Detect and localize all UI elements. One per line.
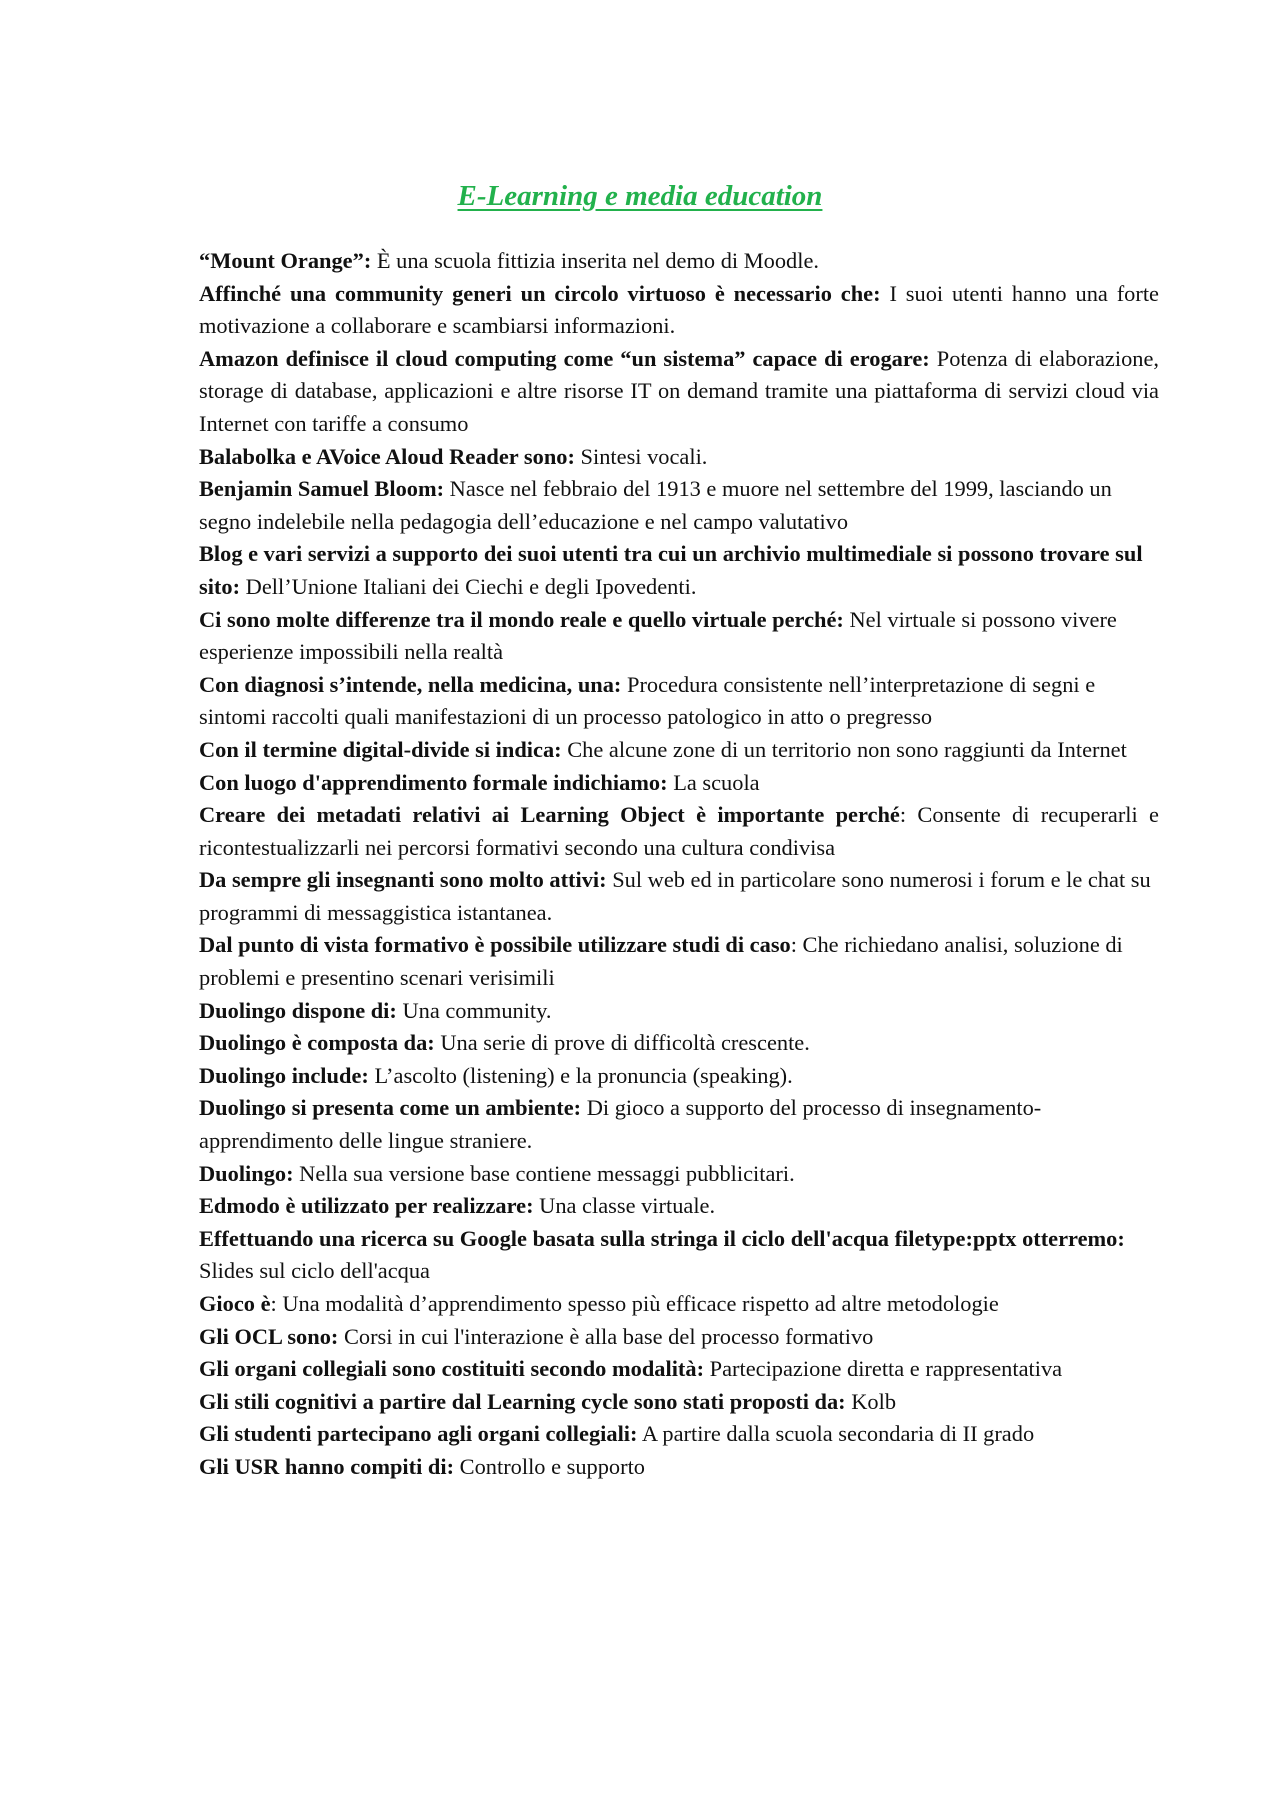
question-text: Creare dei metadati relativi ai Learning Object è importante perché	[199, 802, 900, 828]
qa-entry	[199, 245, 1159, 278]
document-title: E-Learning e media education	[457, 180, 823, 212]
qa-entry	[199, 538, 1159, 603]
document-body	[199, 245, 1159, 1484]
qa-entry	[199, 1158, 1159, 1191]
answer-text: Sintesi vocali.	[574, 443, 708, 469]
qa-entry	[199, 1092, 1159, 1157]
question-text: Gli OCL sono:	[199, 1323, 339, 1349]
qa-entry	[199, 1223, 1159, 1288]
answer-text: Nella sua versione base contiene messaggi pubblicitari.	[293, 1160, 795, 1186]
answer-text: Kolb	[845, 1388, 897, 1414]
qa-entry	[199, 734, 1159, 767]
answer-text: : Che richiedano analisi, soluzione di problemi e presentino scenari verisimili	[199, 932, 1123, 991]
answer-text: Una classe virtuale.	[533, 1193, 716, 1219]
answer-text: Slides sul ciclo dell'acqua	[199, 1258, 430, 1284]
qa-entry	[199, 1418, 1159, 1451]
answer-text: Sul web ed in particolare sono numerosi i forum e le chat su programmi di messaggistica istantanea.	[199, 867, 1151, 925]
question-text: Benjamin Samuel Bloom:	[199, 476, 445, 502]
question-text: Duolingo dispone di:	[199, 997, 397, 1023]
question-text: Con il termine digital-divide si indica:	[199, 736, 562, 762]
qa-entry	[199, 1451, 1159, 1484]
answer-text: Una community.	[396, 997, 552, 1023]
qa-entry	[199, 995, 1159, 1028]
answer-text: Di gioco a supporto del processo di insegnamento-apprendimento delle lingue straniere.	[199, 1095, 1042, 1154]
question-text: Effettuando una ricerca su Google basata sulla stringa il ciclo dell'acqua filetype:pptx otterremo:	[199, 1225, 1125, 1251]
answer-text: Nasce nel febbraio del 1913 e muore nel settembre del 1999, lasciando un segno indelebile nella pedagogia dell’educazione e nel campo valutativo	[199, 476, 1112, 534]
qa-entry	[199, 929, 1159, 994]
question-text: Duolingo è composta da:	[199, 1030, 435, 1056]
qa-entry	[199, 669, 1159, 734]
answer-text: Nel virtuale si possono vivere esperienze impossibili nella realtà	[199, 606, 1117, 665]
qa-entry	[199, 441, 1159, 474]
answer-text: Potenza di elaborazione, storage di database, applicazioni e altre risorse IT on demand tramite una piattaforma di servizi cloud via Internet con tariffe a consumo	[199, 345, 1159, 436]
qa-entry	[199, 343, 1159, 441]
qa-entry	[199, 278, 1159, 343]
qa-entry	[199, 1027, 1159, 1060]
answer-text: L’ascolto (listening) e la pronuncia (speaking).	[368, 1062, 793, 1088]
question-text: Da sempre gli insegnanti sono molto attivi:	[199, 867, 607, 893]
question-text: Ci sono molte differenze tra il mondo reale e quello virtuale perché:	[199, 606, 844, 632]
answer-text: : Una modalità d’apprendimento spesso più efficace rispetto ad altre metodologie	[270, 1291, 999, 1316]
qa-entry	[199, 604, 1159, 669]
answer-text: Corsi in cui l'interazione è alla base del processo formativo	[338, 1323, 874, 1349]
question-text: Duolingo include:	[199, 1062, 369, 1088]
qa-entry	[199, 1190, 1159, 1223]
qa-entry	[199, 1353, 1159, 1386]
question-text: Edmodo è utilizzato per realizzare:	[199, 1193, 534, 1219]
question-text: Con luogo d'apprendimento formale indichiamo:	[199, 769, 668, 795]
question-text: Duolingo:	[199, 1160, 294, 1186]
answer-text: Dell’Unione Italiani dei Ciechi e degli Ipovedenti.	[240, 573, 697, 599]
qa-entry	[199, 1060, 1159, 1093]
answer-text: Che alcune zone di un territorio non sono raggiunti da Internet	[561, 736, 1127, 762]
answer-text: È una scuola fittizia inserita nel demo di Moodle.	[371, 248, 819, 273]
question-text: Con diagnosi s’intende, nella medicina, una:	[199, 671, 622, 697]
question-text: “Mount Orange”:	[199, 248, 372, 273]
answer-text: Partecipazione diretta e rappresentativa	[704, 1356, 1063, 1382]
answer-text: A partire dalla scuola secondaria di II grado	[637, 1421, 1035, 1447]
qa-entry	[199, 799, 1159, 864]
question-text: Gli organi collegiali sono costituiti secondo modalità:	[199, 1356, 705, 1382]
question-text: Blog e vari servizi a supporto dei suoi utenti tra cui un archivio multimediale si possono trovare sul sito:	[199, 541, 1143, 599]
question-text: Gli USR hanno compiti di:	[199, 1453, 455, 1479]
qa-entry	[199, 1321, 1159, 1354]
answer-text: : Consente di recuperarli e ricontestualizzarli nei percorsi formativi secondo una cultura condivisa	[199, 802, 1159, 860]
qa-entry	[199, 473, 1159, 538]
answer-text: Una serie di prove di difficoltà crescente.	[434, 1030, 810, 1056]
qa-entry	[199, 864, 1159, 929]
question-text: Amazon definisce il cloud computing come “un sistema” capace di erogare:	[199, 345, 930, 371]
qa-entry	[199, 1288, 1159, 1321]
qa-entry	[199, 1386, 1159, 1419]
question-text: Gli studenti partecipano agli organi collegiali:	[199, 1421, 638, 1447]
answer-text: I suoi utenti hanno una forte motivazione a collaborare e scambiarsi informazioni.	[199, 280, 1159, 339]
question-text: Balabolka e AVoice Aloud Reader sono:	[199, 443, 575, 469]
qa-entry	[199, 767, 1159, 800]
question-text: Gioco è	[199, 1291, 271, 1316]
question-text: Gli stili cognitivi a partire dal Learning cycle sono stati proposti da:	[199, 1388, 846, 1414]
answer-text: La scuola	[667, 769, 760, 795]
answer-text: Controllo e supporto	[454, 1453, 645, 1479]
question-text: Duolingo si presenta come un ambiente:	[199, 1095, 582, 1121]
question-text: Affinché una community generi un circolo virtuoso è necessario che:	[199, 280, 881, 306]
answer-text: Procedura consistente nell’interpretazione di segni e sintomi raccolti quali manifestazioni di un processo patologico in atto o pregresso	[199, 671, 1096, 730]
question-text: Dal punto di vista formativo è possibile utilizzare studi di caso	[199, 932, 791, 958]
